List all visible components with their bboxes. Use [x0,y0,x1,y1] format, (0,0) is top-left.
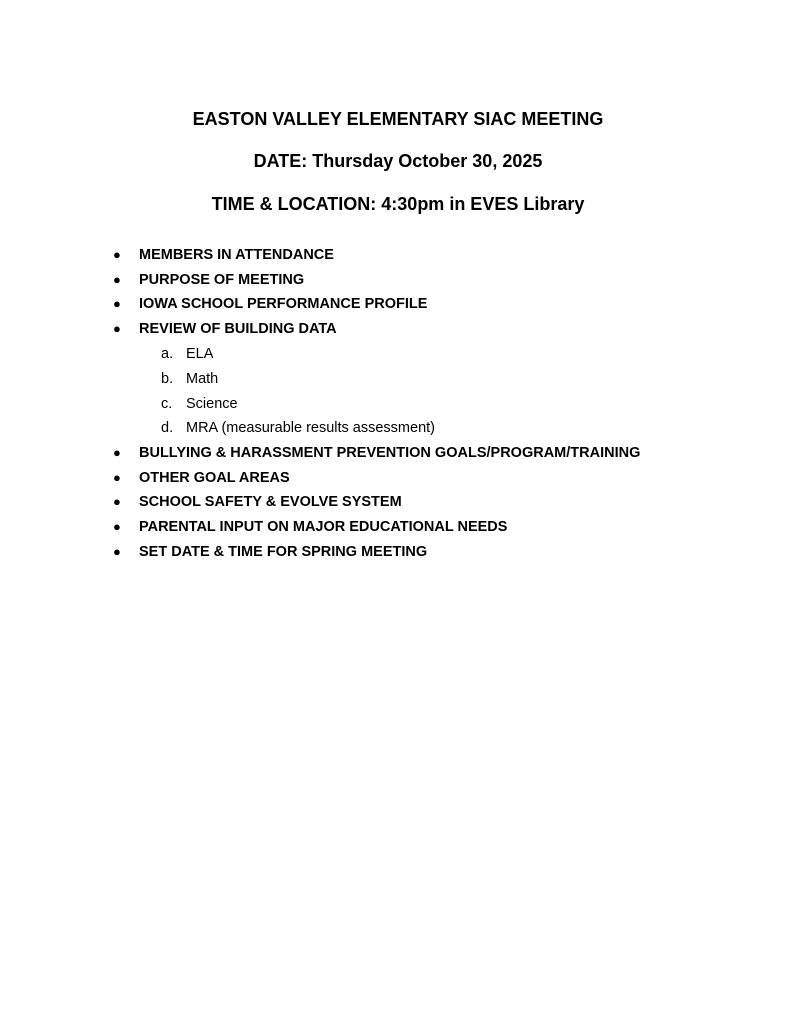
bullet-icon: ● [113,494,121,509]
subitem-label: Math [186,371,219,387]
bullet-icon: ● [113,519,121,534]
meeting-date: DATE: Thursday October 30, 2025 [253,151,543,171]
bullet-icon: ● [113,445,121,460]
agenda-item-label: SET DATE & TIME FOR SPRING MEETING [139,544,428,560]
bullet-icon: ● [113,321,121,336]
subitem-label: MRA (measurable results assessment) [186,420,435,436]
agenda-item-label: SCHOOL SAFETY & EVOLVE SYSTEM [139,494,402,510]
meeting-time-location: TIME & LOCATION: 4:30pm in EVES Library [211,194,585,214]
bullet-icon: ● [113,470,121,485]
agenda-item-label: BULLYING & HARASSMENT PREVENTION GOALS/PROGRAM/TRAINING [139,445,641,461]
bullet-icon: ● [113,247,121,262]
agenda-item-label: OTHER GOAL AREAS [139,470,290,486]
agenda-item-label: PURPOSE OF MEETING [139,272,305,288]
bullet-icon: ● [113,544,121,559]
agenda-item-label: IOWA SCHOOL PERFORMANCE PROFILE [139,296,428,312]
subitem-label: ELA [186,346,214,362]
bullet-icon: ● [113,296,121,311]
agenda-item-label: REVIEW OF BUILDING DATA [139,321,337,337]
agenda-item-label: PARENTAL INPUT ON MAJOR EDUCATIONAL NEEDS [139,519,508,535]
agenda-item-label: MEMBERS IN ATTENDANCE [139,247,334,263]
subitem-label: Science [186,396,238,412]
document-title: EASTON VALLEY ELEMENTARY SIAC MEETING [192,109,604,129]
subitem-marker: a. [161,346,174,362]
bullet-icon: ● [113,272,121,287]
subitem-marker: d. [161,420,174,436]
subitem-marker: c. [161,396,173,412]
subitem-marker: b. [161,371,174,387]
